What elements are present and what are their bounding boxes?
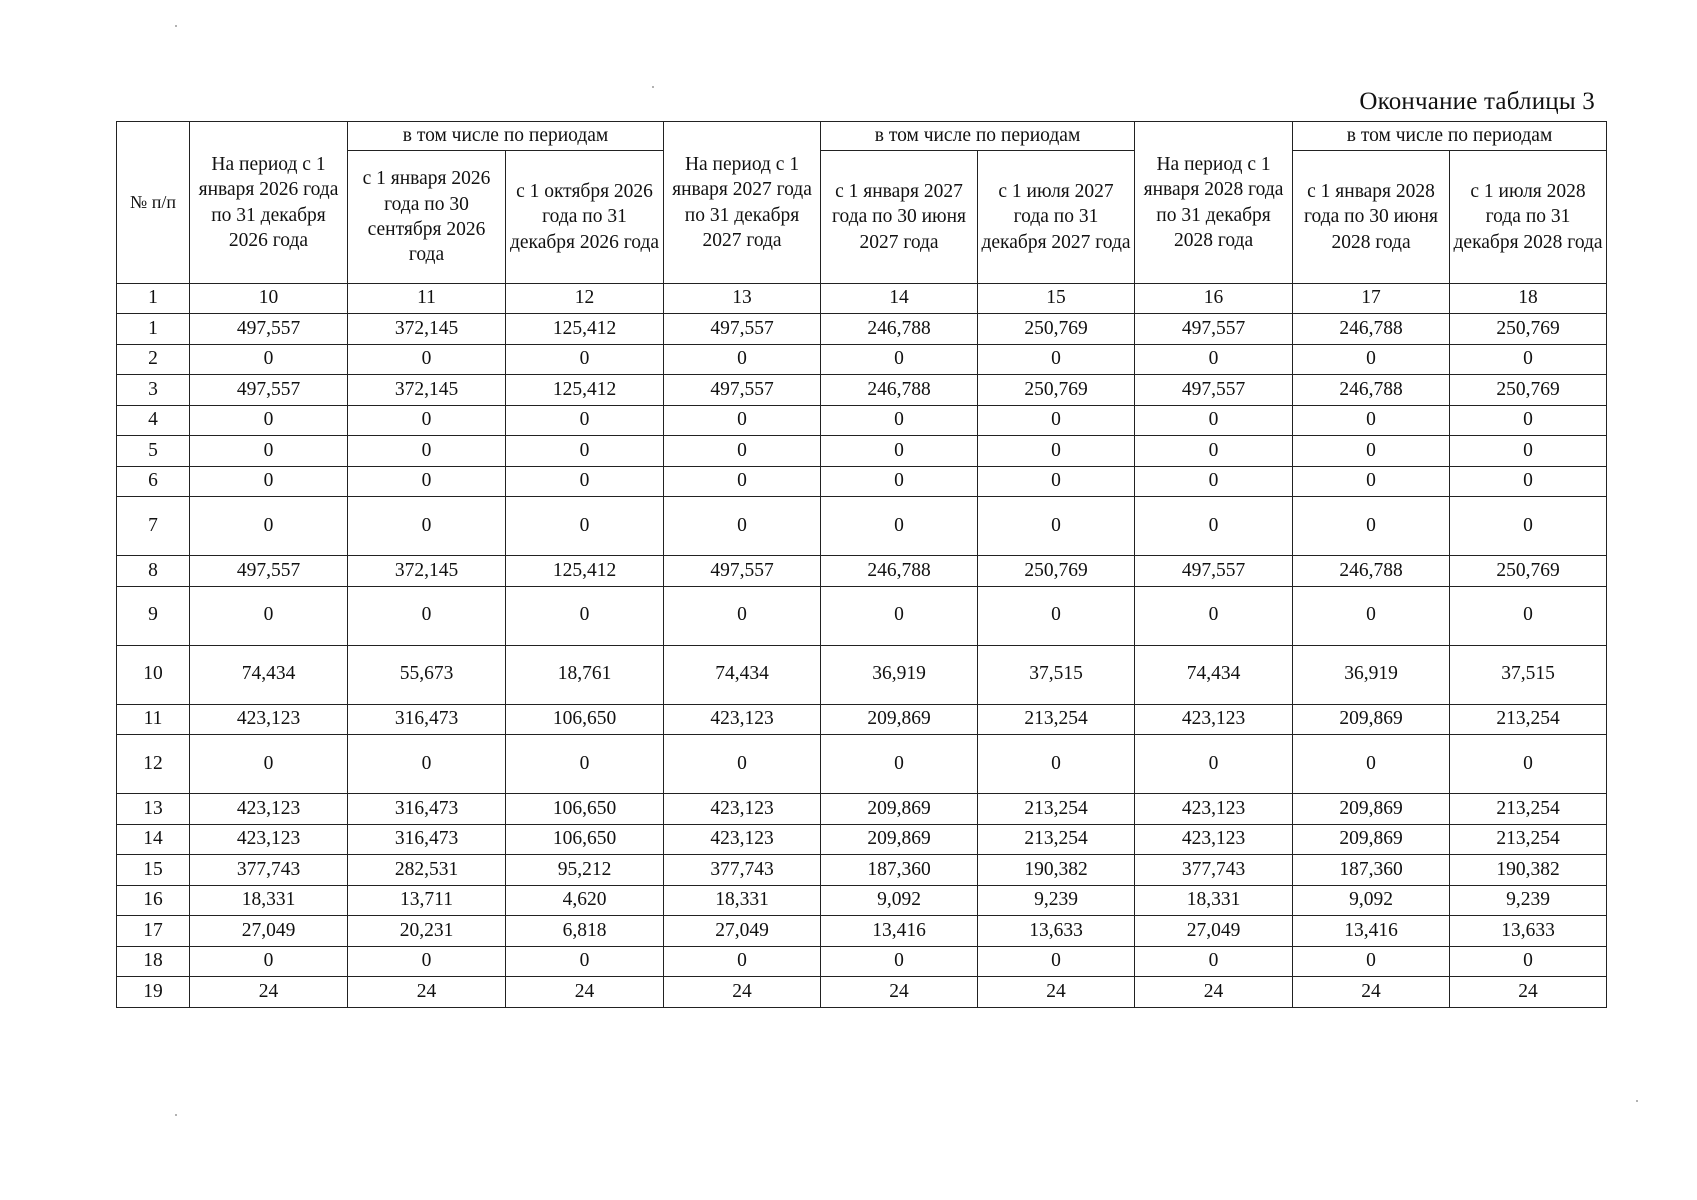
row-number: 15 [117, 855, 190, 886]
table-cell: 0 [506, 466, 664, 497]
table-cell: 423,123 [1135, 704, 1293, 735]
scan-speck [175, 25, 177, 27]
table-cell: 213,254 [1450, 794, 1607, 825]
header-num: № п/п [117, 122, 190, 284]
table-row [117, 405, 1607, 436]
table-cell: 27,049 [1135, 916, 1293, 947]
table-cell: 0 [1135, 466, 1293, 497]
table-cell: 377,743 [190, 855, 348, 886]
table-cell: 125,412 [506, 556, 664, 587]
table-cell: 0 [978, 946, 1135, 977]
table-cell: 9,239 [978, 885, 1135, 916]
col-number: 16 [1135, 284, 1293, 314]
table-cell: 6,818 [506, 916, 664, 947]
table-cell: 0 [1450, 344, 1607, 375]
header-period-2026-b: с 1 октября 2026 года по 31 декабря 2026 года [506, 151, 664, 284]
table-cell: 0 [1293, 497, 1450, 556]
table-cell: 24 [978, 977, 1135, 1008]
table-cell: 497,557 [190, 556, 348, 587]
table-cell: 246,788 [1293, 375, 1450, 406]
table-cell: 0 [978, 735, 1135, 794]
table-cell: 0 [1293, 466, 1450, 497]
table-cell: 20,231 [348, 916, 506, 947]
table-cell: 36,919 [1293, 645, 1450, 704]
table-cell: 377,743 [1135, 855, 1293, 886]
table-cell: 106,650 [506, 794, 664, 825]
table-row [117, 556, 1607, 587]
table-cell: 497,557 [1135, 375, 1293, 406]
col-number: 11 [348, 284, 506, 314]
table-cell: 246,788 [821, 314, 978, 345]
table-row [117, 645, 1607, 704]
row-number: 4 [117, 405, 190, 436]
table-cell: 24 [1293, 977, 1450, 1008]
table-cell: 209,869 [821, 794, 978, 825]
scan-speck [652, 86, 654, 88]
table-cell: 0 [664, 436, 821, 467]
table-cell: 0 [1450, 586, 1607, 645]
table-cell: 13,416 [1293, 916, 1450, 947]
header-total-2027: На период с 1 января 2027 года по 31 декабря 2027 года [664, 122, 821, 284]
table-cell: 187,360 [1293, 855, 1450, 886]
table-cell: 13,416 [821, 916, 978, 947]
col-number: 10 [190, 284, 348, 314]
row-number: 16 [117, 885, 190, 916]
table-cell: 213,254 [1450, 704, 1607, 735]
header-group-2027: в том числе по периодам [821, 122, 1135, 151]
table-row [117, 314, 1607, 345]
table-cell: 24 [821, 977, 978, 1008]
table-cell: 423,123 [1135, 794, 1293, 825]
table-row [117, 977, 1607, 1008]
table-cell: 0 [664, 466, 821, 497]
table-cell: 74,434 [664, 645, 821, 704]
table-cell: 497,557 [664, 375, 821, 406]
row-number: 11 [117, 704, 190, 735]
row-number: 9 [117, 586, 190, 645]
table-cell: 423,123 [1135, 824, 1293, 855]
table-cell: 423,123 [190, 704, 348, 735]
table-cell: 0 [506, 586, 664, 645]
table-row [117, 885, 1607, 916]
table-cell: 9,239 [1450, 885, 1607, 916]
table-cell: 95,212 [506, 855, 664, 886]
table-cell: 0 [190, 405, 348, 436]
table-cell: 372,145 [348, 556, 506, 587]
table-cell: 0 [1135, 344, 1293, 375]
table-row [117, 466, 1607, 497]
table-cell: 0 [1450, 436, 1607, 467]
table-cell: 246,788 [1293, 314, 1450, 345]
table-row [117, 824, 1607, 855]
table-cell: 209,869 [821, 704, 978, 735]
row-number: 2 [117, 344, 190, 375]
table-cell: 24 [1450, 977, 1607, 1008]
table-cell: 0 [978, 466, 1135, 497]
table-cell: 497,557 [664, 556, 821, 587]
table-cell: 0 [1450, 735, 1607, 794]
table-cell: 282,531 [348, 855, 506, 886]
table-cell: 213,254 [978, 824, 1135, 855]
table-cell: 0 [1293, 946, 1450, 977]
table-cell: 36,919 [821, 645, 978, 704]
table-cell: 0 [506, 946, 664, 977]
table-cell: 190,382 [1450, 855, 1607, 886]
header-period-2026-a: с 1 января 2026 года по 30 сентября 2026 года [348, 151, 506, 284]
row-number: 14 [117, 824, 190, 855]
table-cell: 0 [978, 586, 1135, 645]
table-cell: 423,123 [664, 794, 821, 825]
table-cell: 18,331 [1135, 885, 1293, 916]
table-cell: 0 [506, 344, 664, 375]
row-number: 19 [117, 977, 190, 1008]
header-group-2026: в том числе по периодам [348, 122, 664, 151]
table-cell: 0 [821, 466, 978, 497]
table-cell: 24 [664, 977, 821, 1008]
table-cell: 27,049 [664, 916, 821, 947]
table-cell: 18,331 [190, 885, 348, 916]
table-cell: 37,515 [1450, 645, 1607, 704]
table-cell: 24 [348, 977, 506, 1008]
table-cell: 0 [506, 405, 664, 436]
header-group-2028: в том числе по периодам [1293, 122, 1607, 151]
table-cell: 106,650 [506, 704, 664, 735]
table-cell: 316,473 [348, 704, 506, 735]
table-cell: 0 [190, 946, 348, 977]
table-cell: 0 [190, 497, 348, 556]
table-cell: 0 [1450, 497, 1607, 556]
row-number: 17 [117, 916, 190, 947]
table-cell: 0 [821, 735, 978, 794]
table-cell: 37,515 [978, 645, 1135, 704]
table-row [117, 916, 1607, 947]
table-cell: 55,673 [348, 645, 506, 704]
table-cell: 0 [1135, 497, 1293, 556]
table-cell: 246,788 [1293, 556, 1450, 587]
table-cell: 0 [348, 344, 506, 375]
column-number-row [117, 284, 1607, 314]
table-cell: 0 [1293, 735, 1450, 794]
table-cell: 209,869 [1293, 794, 1450, 825]
table-cell: 250,769 [978, 314, 1135, 345]
table-cell: 190,382 [978, 855, 1135, 886]
table-cell: 0 [1135, 586, 1293, 645]
header-total-2026: На период с 1 января 2026 года по 31 декабря 2026 года [190, 122, 348, 284]
table-cell: 250,769 [1450, 556, 1607, 587]
table-cell: 0 [664, 344, 821, 375]
table-cell: 0 [1450, 466, 1607, 497]
header-period-2028-b: с 1 июля 2028 года по 31 декабря 2028 года [1450, 151, 1607, 284]
header-period-2027-a: с 1 января 2027 года по 30 июня 2027 года [821, 151, 978, 284]
table-caption: Окончание таблицы 3 [1359, 88, 1595, 115]
table-cell: 316,473 [348, 794, 506, 825]
table-cell: 0 [1135, 735, 1293, 794]
table-cell: 423,123 [190, 824, 348, 855]
table-cell: 0 [348, 436, 506, 467]
row-number: 13 [117, 794, 190, 825]
table-cell: 0 [348, 405, 506, 436]
row-number: 1 [117, 314, 190, 345]
table-cell: 0 [1135, 405, 1293, 436]
table-cell: 0 [664, 405, 821, 436]
col-number: 1 [117, 284, 190, 314]
table-row [117, 735, 1607, 794]
table-row [117, 436, 1607, 467]
table-cell: 423,123 [190, 794, 348, 825]
table-cell: 497,557 [1135, 556, 1293, 587]
table-cell: 213,254 [978, 794, 1135, 825]
header-period-2028-a: с 1 января 2028 года по 30 июня 2028 года [1293, 151, 1450, 284]
table-cell: 0 [664, 735, 821, 794]
table-cell: 0 [348, 497, 506, 556]
table-cell: 0 [506, 436, 664, 467]
table-cell: 209,869 [1293, 824, 1450, 855]
scan-speck [175, 1114, 177, 1116]
table-cell: 13,633 [1450, 916, 1607, 947]
table-row [117, 497, 1607, 556]
table-cell: 0 [190, 586, 348, 645]
col-number: 13 [664, 284, 821, 314]
row-number: 10 [117, 645, 190, 704]
row-number: 7 [117, 497, 190, 556]
table-cell: 0 [821, 497, 978, 556]
table-row [117, 855, 1607, 886]
col-number: 18 [1450, 284, 1607, 314]
table-cell: 27,049 [190, 916, 348, 947]
table-cell: 0 [506, 735, 664, 794]
table-cell: 9,092 [821, 885, 978, 916]
table-cell: 24 [506, 977, 664, 1008]
table-cell: 0 [1450, 946, 1607, 977]
table-cell: 246,788 [821, 375, 978, 406]
table-cell: 0 [821, 405, 978, 436]
table-cell: 24 [190, 977, 348, 1008]
table-row [117, 946, 1607, 977]
table-cell: 250,769 [1450, 314, 1607, 345]
table-cell: 213,254 [978, 704, 1135, 735]
table-cell: 0 [821, 436, 978, 467]
row-number: 8 [117, 556, 190, 587]
col-number: 17 [1293, 284, 1450, 314]
table-row [117, 375, 1607, 406]
table-cell: 250,769 [978, 556, 1135, 587]
table-cell: 0 [190, 436, 348, 467]
table-row [117, 344, 1607, 375]
table-cell: 0 [348, 586, 506, 645]
table-cell: 18,761 [506, 645, 664, 704]
table-cell: 125,412 [506, 375, 664, 406]
table-cell: 0 [506, 497, 664, 556]
table-cell: 187,360 [821, 855, 978, 886]
table-cell: 0 [1135, 436, 1293, 467]
table-cell: 0 [1293, 436, 1450, 467]
table-cell: 209,869 [1293, 704, 1450, 735]
table-cell: 4,620 [506, 885, 664, 916]
header-period-2027-b: с 1 июля 2027 года по 31 декабря 2027 года [978, 151, 1135, 284]
table-cell: 0 [1135, 946, 1293, 977]
table-cell: 13,711 [348, 885, 506, 916]
table-cell: 316,473 [348, 824, 506, 855]
table-cell: 0 [190, 344, 348, 375]
table-cell: 0 [190, 735, 348, 794]
table-cell: 497,557 [190, 375, 348, 406]
table-cell: 372,145 [348, 375, 506, 406]
table-cell: 0 [190, 466, 348, 497]
table-cell: 13,633 [978, 916, 1135, 947]
table-cell: 0 [978, 497, 1135, 556]
table-cell: 0 [1293, 405, 1450, 436]
table-cell: 0 [1450, 405, 1607, 436]
table-cell: 250,769 [978, 375, 1135, 406]
scan-speck [1636, 1100, 1638, 1102]
row-number: 6 [117, 466, 190, 497]
table-cell: 0 [664, 497, 821, 556]
table-cell: 125,412 [506, 314, 664, 345]
row-number: 18 [117, 946, 190, 977]
table-row [117, 704, 1607, 735]
table-cell: 74,434 [190, 645, 348, 704]
table-cell: 0 [1293, 586, 1450, 645]
table-cell: 74,434 [1135, 645, 1293, 704]
table-cell: 24 [1135, 977, 1293, 1008]
table-cell: 9,092 [1293, 885, 1450, 916]
col-number: 12 [506, 284, 664, 314]
table-cell: 0 [348, 735, 506, 794]
table-cell: 0 [821, 946, 978, 977]
table-cell: 106,650 [506, 824, 664, 855]
table-cell: 0 [821, 586, 978, 645]
table-cell: 497,557 [664, 314, 821, 345]
table-cell: 0 [978, 405, 1135, 436]
table-cell: 372,145 [348, 314, 506, 345]
row-number: 5 [117, 436, 190, 467]
table-cell: 18,331 [664, 885, 821, 916]
table-row [117, 586, 1607, 645]
col-number: 15 [978, 284, 1135, 314]
table-cell: 377,743 [664, 855, 821, 886]
table-cell: 0 [664, 946, 821, 977]
col-number: 14 [821, 284, 978, 314]
row-number: 12 [117, 735, 190, 794]
table-cell: 0 [821, 344, 978, 375]
table-cell: 0 [1293, 344, 1450, 375]
table-cell: 497,557 [1135, 314, 1293, 345]
table-cell: 0 [348, 946, 506, 977]
table-cell: 0 [978, 344, 1135, 375]
table-cell: 246,788 [821, 556, 978, 587]
header-total-2028: На период с 1 января 2028 года по 31 декабря 2028 года [1135, 122, 1293, 284]
data-table [116, 121, 1607, 1008]
table-cell: 497,557 [190, 314, 348, 345]
row-number: 3 [117, 375, 190, 406]
table-cell: 209,869 [821, 824, 978, 855]
table-cell: 250,769 [1450, 375, 1607, 406]
table-cell: 423,123 [664, 824, 821, 855]
table-cell: 0 [978, 436, 1135, 467]
table-cell: 423,123 [664, 704, 821, 735]
table-cell: 0 [664, 586, 821, 645]
table-cell: 0 [348, 466, 506, 497]
table-row [117, 794, 1607, 825]
table-cell: 213,254 [1450, 824, 1607, 855]
